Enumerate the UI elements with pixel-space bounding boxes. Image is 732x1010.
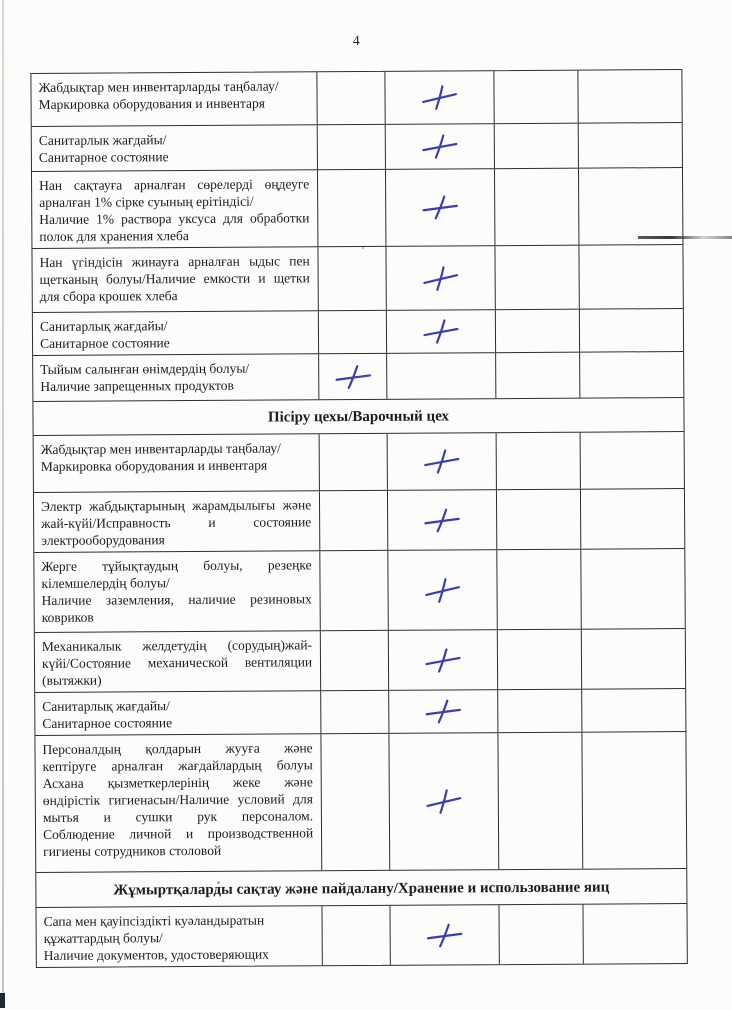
criterion-cell — [32, 247, 319, 312]
check-cell-3 — [495, 246, 580, 310]
criterion-cell — [31, 72, 317, 126]
table-row — [32, 123, 682, 172]
check-cell-4 — [582, 629, 685, 689]
check-cell-4 — [580, 309, 683, 352]
table-row — [35, 732, 686, 873]
checklist-table — [30, 69, 687, 968]
criterion-line: Нан сақтауға арналған сөрелерді өңдеуге — [39, 176, 310, 193]
check-cell-3 — [497, 490, 582, 550]
check-cell-1 — [320, 491, 388, 550]
check-cell-3 — [499, 905, 584, 965]
criterion-cell — [35, 734, 322, 872]
check-cell-2 — [385, 71, 494, 124]
check-cell-1 — [318, 72, 386, 124]
check-cell-1 — [318, 125, 386, 169]
check-cell-3 — [497, 550, 582, 630]
table-row — [36, 904, 686, 967]
plus-mark-icon — [423, 575, 463, 605]
check-cell-2 — [389, 733, 498, 870]
criterion-line: кілемшелердің болуы/ — [41, 575, 170, 591]
table-row — [32, 168, 682, 249]
criterion-line: кептіруге арналған жағдайлардың болуы — [42, 757, 313, 774]
check-cell-2 — [389, 630, 498, 690]
check-cell-1 — [319, 311, 387, 353]
table-row — [35, 629, 685, 693]
criterion-cell — [33, 311, 319, 355]
criterion-line: Механикалык желдетудің (сорудың)жай- — [41, 637, 313, 654]
check-cell-4 — [580, 245, 683, 309]
check-cell-1 — [319, 354, 387, 399]
criterion-line: Санитарлық жағдайы/ — [39, 318, 168, 334]
criterion-line: Жабдықтар мен инвентарларды таңбалау/ — [38, 78, 279, 95]
plus-mark-icon — [423, 697, 462, 727]
plus-mark-icon — [420, 82, 460, 112]
section-title: Жұмыртқаларды сақтау және пайдалану/Хранение и использование яиц — [113, 878, 610, 899]
check-cell-3 — [495, 169, 580, 246]
plus-mark-icon — [422, 317, 460, 345]
check-cell-2 — [387, 310, 496, 353]
table-row — [34, 489, 684, 553]
section-title: Пісіру цехы/Варочный цех — [267, 408, 450, 426]
plus-mark-icon — [425, 920, 464, 950]
criterion-line: электрооборудования — [41, 532, 165, 548]
criterion-line: гигиены сотрудников столовой — [43, 842, 222, 859]
criterion-line: Наличие 1% раствора уксуса для обработки — [39, 210, 310, 227]
criterion-cell — [32, 170, 319, 248]
section-header-row — [36, 869, 686, 908]
table-row — [34, 549, 684, 633]
check-cell-2 — [390, 905, 499, 965]
plus-mark-icon — [420, 193, 459, 223]
table-row — [33, 309, 683, 356]
check-cell-4 — [584, 904, 687, 964]
criterion-line: Наличие заземления, наличие резиновых — [41, 591, 312, 608]
page-number: 4 — [352, 33, 360, 50]
check-cell-4 — [581, 489, 684, 549]
check-cell-4 — [582, 549, 685, 629]
criterion-line: күйі/Состояние механической вентиляции — [41, 654, 313, 671]
plus-mark-icon — [422, 447, 460, 475]
criterion-line: Персоналдың қолдарын жууға және — [42, 740, 313, 757]
check-cell-3 — [495, 310, 580, 353]
criterion-line: Наличие запрещенных продуктов — [40, 377, 234, 394]
criterion-line: құжаттардың болуы/ — [43, 930, 163, 946]
check-cell-3 — [494, 71, 579, 124]
table-row — [33, 352, 683, 402]
criterion-line: мытья и сушки рук персоналом. — [42, 808, 314, 825]
criterion-line: Наличие документов, удостоверяющих — [43, 946, 269, 963]
criterion-line: полок для хранения хлеба — [39, 228, 189, 244]
criterion-cell — [32, 125, 318, 171]
check-cell-1 — [322, 734, 391, 870]
criterion-line: арналған 1% сірке суының ерітіндісі/ — [39, 193, 254, 210]
check-cell-3 — [494, 124, 579, 169]
check-cell-2 — [387, 353, 496, 399]
table-row — [35, 689, 685, 736]
check-cell-3 — [498, 733, 584, 870]
criterion-line: щетканың болуы/Наличие емкости и щетки — [39, 270, 310, 287]
check-cell-4 — [580, 352, 683, 398]
section-header-row — [33, 398, 683, 436]
criterion-line: Санитарное состояние — [42, 715, 173, 731]
criterion-line: Жерге тұйықтаудың болуы, резеңке — [41, 557, 312, 574]
criterion-cell — [34, 491, 320, 552]
check-cell-1 — [321, 691, 389, 733]
check-cell-4 — [579, 70, 682, 123]
check-cell-3 — [498, 690, 583, 733]
criterion-line: Нан үгіндісін жинауға арналған ыдыс пен — [39, 253, 310, 270]
check-cell-3 — [496, 353, 581, 399]
check-cell-2 — [388, 490, 497, 550]
criterion-cell — [35, 691, 321, 735]
criterion-line: Асхана қызметкерлерінің жеке және — [42, 774, 313, 791]
check-cell-4 — [582, 689, 685, 732]
criterion-line: Санитарлык жағдайы/ — [38, 132, 167, 148]
criterion-line: Электр жабдықтарының жарамдылығы және — [40, 497, 312, 514]
criterion-line: өндірістік гигиенасын/Наличие условий для — [42, 791, 314, 808]
check-cell-4 — [581, 432, 684, 489]
check-cell-1 — [318, 170, 386, 246]
criterion-line: Санитарное состояние — [39, 335, 170, 351]
check-cell-4 — [583, 732, 687, 869]
plus-mark-icon — [424, 786, 464, 816]
check-cell-2 — [386, 246, 495, 310]
check-cell-2 — [389, 690, 498, 733]
criterion-line: (вытяжки) — [42, 672, 102, 688]
check-cell-3 — [496, 433, 581, 490]
check-cell-1 — [323, 906, 391, 965]
criterion-line: Маркировка оборудования и инвентаря — [40, 457, 268, 474]
table-row — [31, 70, 681, 127]
criterion-cell — [35, 631, 321, 692]
criterion-cell — [34, 434, 320, 492]
plus-mark-icon — [421, 263, 461, 293]
check-cell-1 — [319, 247, 387, 310]
check-cell-4 — [579, 168, 682, 245]
plus-mark-icon — [421, 132, 459, 160]
plus-mark-icon — [424, 646, 462, 674]
check-cell-2 — [388, 433, 497, 490]
plus-mark-icon — [333, 362, 372, 392]
criterion-cell — [36, 906, 322, 967]
plus-mark-icon — [422, 505, 461, 535]
check-cell-1 — [320, 434, 388, 490]
criterion-cell — [34, 551, 321, 632]
criterion-line: Соблюдение личной и производственной — [42, 825, 314, 842]
criterion-line: Жабдықтар мен инвентарларды таңбалау/ — [40, 440, 281, 457]
check-cell-3 — [497, 630, 582, 690]
criterion-line: жай-күйі/Исправность и состояние — [41, 514, 312, 531]
check-cell-2 — [388, 550, 497, 630]
check-cell-2 — [386, 124, 495, 169]
criterion-line: Тыйым салынған өнімдердің болуы/ — [40, 360, 250, 377]
check-cell-2 — [386, 169, 495, 246]
criterion-line: Санитарное состояние — [38, 149, 169, 165]
criterion-line: ковриков — [41, 609, 94, 625]
criterion-cell — [33, 354, 319, 401]
criterion-line: Сапа мен қауіпсіздікті куәландыратын — [43, 912, 265, 929]
check-cell-1 — [321, 631, 389, 690]
table-row — [32, 245, 682, 313]
table-row — [34, 432, 684, 493]
criterion-line: Санитарлық жағдайы/ — [42, 698, 170, 714]
criterion-line: для сбора крошек хлеба — [39, 288, 178, 304]
check-cell-4 — [579, 123, 682, 168]
criterion-line: Маркировка оборудования и инвентаря — [38, 95, 266, 112]
check-cell-1 — [320, 551, 388, 630]
